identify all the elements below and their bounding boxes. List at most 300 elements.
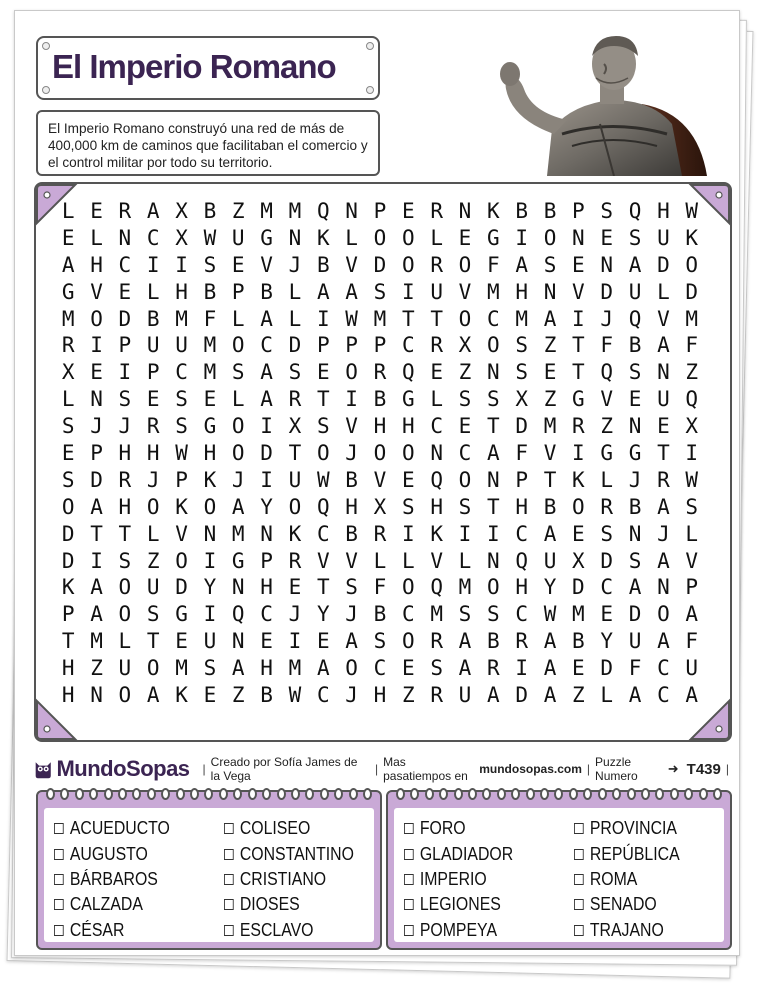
grid-letter[interactable]: Z [543, 333, 557, 358]
grid-letter[interactable]: I [515, 225, 528, 250]
grid-letter[interactable]: A [515, 252, 528, 277]
grid-letter[interactable]: B [628, 333, 642, 358]
checkbox[interactable] [404, 823, 414, 834]
grid-letter[interactable]: U [175, 333, 188, 358]
grid-letter[interactable]: B [260, 683, 273, 708]
grid-letter[interactable]: O [401, 575, 415, 600]
grid-letter[interactable]: B [572, 629, 585, 654]
checkbox[interactable] [54, 849, 64, 860]
word-item[interactable]: POMPEYA [404, 918, 545, 943]
grid-letter[interactable]: Q [628, 199, 642, 223]
checkbox[interactable] [574, 849, 584, 860]
grid-letter[interactable]: V [90, 279, 103, 304]
grid-letter[interactable]: E [572, 521, 585, 546]
grid-letter[interactable]: R [61, 333, 75, 358]
grid-letter[interactable]: D [600, 548, 614, 573]
grid-letter[interactable]: H [61, 683, 75, 708]
grid-letter[interactable]: T [288, 441, 302, 466]
word-item[interactable]: LEGIONES [404, 892, 545, 917]
word-item[interactable]: PROVINCIA [574, 816, 715, 841]
checkbox[interactable] [404, 874, 414, 885]
grid-letter[interactable]: O [118, 575, 132, 600]
word-item[interactable]: TRAJANO [574, 918, 715, 943]
grid-letter[interactable]: K [572, 467, 585, 492]
grid-letter[interactable]: L [118, 629, 132, 654]
grid-letter[interactable]: A [61, 252, 75, 277]
grid-letter[interactable]: A [487, 683, 500, 708]
grid-letter[interactable]: R [146, 414, 160, 439]
grid-letter[interactable]: H [118, 441, 132, 466]
grid-letter[interactable]: Q [316, 494, 330, 519]
checkbox[interactable] [404, 925, 414, 936]
grid-letter[interactable]: P [572, 199, 585, 223]
grid-letter[interactable]: H [203, 441, 217, 466]
grid-letter[interactable]: H [373, 683, 387, 708]
grid-letter[interactable]: K [61, 575, 75, 600]
grid-letter[interactable]: V [600, 387, 614, 412]
word-item[interactable]: BÁRBAROS [54, 867, 195, 892]
grid-letter[interactable]: R [600, 494, 614, 519]
grid-letter[interactable]: P [175, 467, 188, 492]
grid-letter[interactable]: O [90, 306, 103, 331]
grid-letter[interactable]: N [628, 521, 642, 546]
grid-letter[interactable]: G [401, 387, 415, 412]
grid-letter[interactable]: C [430, 414, 443, 439]
grid-letter[interactable]: S [458, 387, 472, 412]
grid-letter[interactable]: A [487, 441, 500, 466]
grid-letter[interactable]: A [260, 306, 273, 331]
grid-letter[interactable]: C [515, 602, 528, 627]
grid-letter[interactable]: J [288, 252, 302, 277]
grid-letter[interactable]: Q [515, 548, 528, 573]
grid-letter[interactable]: Y [543, 575, 557, 600]
grid-letter[interactable]: J [146, 467, 160, 492]
grid-letter[interactable]: C [316, 683, 330, 708]
grid-letter[interactable]: H [373, 414, 387, 439]
grid-letter[interactable]: C [657, 656, 670, 681]
grid-letter[interactable]: O [345, 656, 358, 681]
grid-letter[interactable]: D [685, 279, 699, 304]
grid-letter[interactable]: K [203, 467, 217, 492]
grid-letter[interactable]: C [260, 333, 273, 358]
grid-letter[interactable]: S [288, 360, 302, 385]
grid-letter[interactable]: G [231, 548, 245, 573]
grid-letter[interactable]: O [458, 252, 472, 277]
grid-letter[interactable]: M [175, 656, 188, 681]
grid-letter[interactable]: S [175, 414, 188, 439]
grid-letter[interactable]: I [572, 441, 585, 466]
grid-letter[interactable]: X [373, 494, 387, 519]
word-item[interactable]: IMPERIO [404, 867, 545, 892]
grid-letter[interactable]: S [231, 360, 245, 385]
grid-letter[interactable]: Y [203, 575, 217, 600]
grid-letter[interactable]: O [61, 494, 75, 519]
grid-letter[interactable]: R [430, 683, 443, 708]
grid-letter[interactable]: H [175, 279, 188, 304]
grid-letter[interactable]: A [231, 494, 245, 519]
grid-letter[interactable]: O [401, 252, 415, 277]
grid-letter[interactable]: L [231, 306, 245, 331]
grid-letter[interactable]: J [288, 602, 302, 627]
grid-letter[interactable]: S [373, 279, 387, 304]
grid-letter[interactable]: M [175, 306, 188, 331]
grid-letter[interactable]: I [90, 548, 103, 573]
grid-letter[interactable]: C [401, 602, 415, 627]
grid-letter[interactable]: B [628, 494, 642, 519]
grid-letter[interactable]: D [373, 252, 387, 277]
word-item[interactable]: CALZADA [54, 892, 195, 917]
word-item[interactable]: CÉSAR [54, 918, 195, 943]
grid-letter[interactable]: S [430, 656, 443, 681]
grid-letter[interactable]: U [458, 683, 472, 708]
grid-letter[interactable]: P [90, 441, 103, 466]
word-item[interactable]: SENADO [574, 892, 715, 917]
grid-letter[interactable]: J [600, 306, 614, 331]
grid-letter[interactable]: O [401, 629, 415, 654]
grid-letter[interactable]: K [175, 683, 188, 708]
grid-letter[interactable]: K [430, 521, 443, 546]
grid-letter[interactable]: X [175, 199, 188, 223]
grid-letter[interactable]: S [628, 225, 642, 250]
grid-letter[interactable]: C [175, 360, 188, 385]
grid-letter[interactable]: A [260, 360, 273, 385]
grid-letter[interactable]: Z [572, 683, 585, 708]
grid-letter[interactable]: N [288, 225, 302, 250]
grid-letter[interactable]: O [657, 602, 670, 627]
grid-letter[interactable]: H [515, 494, 528, 519]
grid-letter[interactable]: I [345, 387, 358, 412]
grid-letter[interactable]: P [146, 360, 160, 385]
grid-letter[interactable]: E [203, 387, 217, 412]
grid-letter[interactable]: G [600, 441, 614, 466]
grid-letter[interactable]: A [657, 548, 670, 573]
grid-letter[interactable]: H [657, 199, 670, 223]
grid-letter[interactable]: V [572, 279, 585, 304]
grid-letter[interactable]: S [118, 548, 132, 573]
grid-letter[interactable]: E [146, 387, 160, 412]
grid-letter[interactable]: G [260, 225, 273, 250]
grid-letter[interactable]: J [231, 467, 245, 492]
grid-letter[interactable]: A [543, 629, 557, 654]
grid-letter[interactable]: S [118, 387, 132, 412]
grid-letter[interactable]: T [657, 441, 670, 466]
grid-letter[interactable]: E [61, 225, 75, 250]
grid-letter[interactable]: T [572, 360, 585, 385]
grid-letter[interactable]: J [345, 602, 358, 627]
grid-letter[interactable]: S [345, 575, 358, 600]
grid-letter[interactable]: C [487, 306, 500, 331]
grid-letter[interactable]: D [600, 279, 614, 304]
grid-letter[interactable]: S [316, 414, 330, 439]
grid-letter[interactable]: I [203, 602, 217, 627]
grid-letter[interactable]: S [628, 548, 642, 573]
grid-letter[interactable]: B [146, 306, 160, 331]
checkbox[interactable] [574, 874, 584, 885]
grid-letter[interactable]: T [146, 629, 160, 654]
grid-letter[interactable]: M [288, 199, 302, 223]
grid-letter[interactable]: A [146, 683, 160, 708]
grid-letter[interactable]: F [685, 333, 699, 358]
grid-letter[interactable]: R [657, 467, 670, 492]
grid-letter[interactable]: R [572, 414, 585, 439]
grid-letter[interactable]: V [316, 548, 330, 573]
grid-letter[interactable]: N [543, 279, 557, 304]
grid-letter[interactable]: A [458, 629, 472, 654]
checkbox[interactable] [224, 899, 234, 910]
grid-letter[interactable]: O [458, 306, 472, 331]
grid-letter[interactable]: D [260, 441, 273, 466]
grid-letter[interactable]: B [203, 199, 217, 223]
grid-letter[interactable]: N [572, 225, 585, 250]
grid-letter[interactable]: N [487, 467, 500, 492]
word-item[interactable]: REPÚBLICA [574, 841, 715, 866]
grid-letter[interactable]: L [345, 225, 358, 250]
grid-letter[interactable]: C [373, 656, 387, 681]
grid-letter[interactable]: N [231, 629, 245, 654]
grid-letter[interactable]: H [118, 494, 132, 519]
grid-letter[interactable]: P [231, 279, 245, 304]
grid-letter[interactable]: F [515, 441, 528, 466]
grid-letter[interactable]: E [458, 225, 472, 250]
grid-letter[interactable]: U [657, 225, 670, 250]
checkbox[interactable] [574, 899, 584, 910]
grid-letter[interactable]: Q [600, 360, 614, 385]
grid-letter[interactable]: O [487, 575, 500, 600]
grid-letter[interactable]: P [373, 333, 387, 358]
checkbox[interactable] [224, 849, 234, 860]
grid-letter[interactable]: L [146, 521, 160, 546]
grid-letter[interactable]: S [487, 387, 500, 412]
grid-letter[interactable]: K [288, 521, 302, 546]
grid-letter[interactable]: M [572, 602, 585, 627]
grid-letter[interactable]: C [657, 683, 670, 708]
grid-letter[interactable]: J [628, 467, 642, 492]
grid-letter[interactable]: L [90, 225, 103, 250]
grid-letter[interactable]: B [373, 602, 387, 627]
grid-letter[interactable]: N [260, 521, 273, 546]
grid-letter[interactable]: V [430, 548, 443, 573]
grid-letter[interactable]: W [175, 441, 188, 466]
grid-letter[interactable]: S [487, 602, 500, 627]
grid-letter[interactable]: S [146, 602, 160, 627]
grid-letter[interactable]: N [231, 575, 245, 600]
grid-letter[interactable]: D [515, 414, 528, 439]
grid-letter[interactable]: R [288, 548, 302, 573]
word-item[interactable]: GLADIADOR [404, 841, 545, 866]
checkbox[interactable] [404, 849, 414, 860]
grid-letter[interactable]: L [657, 279, 670, 304]
grid-letter[interactable]: U [146, 575, 160, 600]
grid-letter[interactable]: R [515, 629, 528, 654]
grid-letter[interactable]: W [685, 199, 699, 223]
checkbox[interactable] [224, 874, 234, 885]
grid-letter[interactable]: S [401, 494, 415, 519]
grid-letter[interactable]: E [401, 199, 415, 223]
grid-letter[interactable]: V [657, 306, 670, 331]
grid-letter[interactable]: M [203, 360, 217, 385]
grid-letter[interactable]: S [600, 199, 614, 223]
grid-letter[interactable]: G [572, 387, 585, 412]
grid-letter[interactable]: L [61, 387, 75, 412]
grid-letter[interactable]: P [373, 199, 387, 223]
grid-letter[interactable]: Y [260, 494, 273, 519]
grid-letter[interactable]: I [146, 252, 160, 277]
grid-letter[interactable]: H [146, 441, 160, 466]
grid-letter[interactable]: O [146, 494, 160, 519]
grid-letter[interactable]: I [401, 521, 415, 546]
grid-letter[interactable]: N [90, 683, 103, 708]
grid-letter[interactable]: R [430, 333, 443, 358]
grid-letter[interactable]: A [90, 575, 103, 600]
grid-letter[interactable]: H [430, 494, 443, 519]
word-item[interactable]: FORO [404, 816, 545, 841]
grid-letter[interactable]: I [458, 521, 472, 546]
grid-letter[interactable]: S [458, 602, 472, 627]
grid-letter[interactable]: Y [600, 629, 614, 654]
grid-letter[interactable]: A [628, 683, 642, 708]
grid-letter[interactable]: B [543, 494, 557, 519]
grid-letter[interactable]: Z [458, 360, 472, 385]
grid-letter[interactable]: P [118, 333, 132, 358]
grid-letter[interactable]: Z [543, 387, 557, 412]
grid-letter[interactable]: X [288, 414, 302, 439]
grid-letter[interactable]: R [430, 252, 443, 277]
grid-letter[interactable]: A [345, 279, 358, 304]
site-link[interactable]: mundosopas.com [479, 762, 582, 776]
grid-letter[interactable]: S [458, 494, 472, 519]
grid-letter[interactable]: Q [231, 602, 245, 627]
grid-letter[interactable]: F [685, 629, 699, 654]
grid-letter[interactable]: W [203, 225, 217, 250]
grid-letter[interactable]: J [118, 414, 132, 439]
grid-letter[interactable]: R [118, 467, 132, 492]
grid-letter[interactable]: U [288, 467, 302, 492]
grid-letter[interactable]: I [175, 252, 188, 277]
grid-letter[interactable]: I [118, 360, 132, 385]
grid-letter[interactable]: X [175, 225, 188, 250]
grid-letter[interactable]: O [487, 333, 500, 358]
grid-letter[interactable]: S [515, 333, 528, 358]
grid-letter[interactable]: A [628, 252, 642, 277]
grid-letter[interactable]: D [515, 683, 528, 708]
grid-letter[interactable]: M [515, 306, 528, 331]
grid-letter[interactable]: S [175, 387, 188, 412]
grid-letter[interactable]: A [316, 656, 330, 681]
grid-letter[interactable]: E [401, 467, 415, 492]
grid-letter[interactable]: L [600, 683, 614, 708]
grid-letter[interactable]: L [231, 387, 245, 412]
grid-letter[interactable]: U [657, 387, 670, 412]
grid-letter[interactable]: D [90, 467, 103, 492]
grid-letter[interactable]: D [572, 575, 585, 600]
grid-letter[interactable]: Z [600, 414, 614, 439]
grid-letter[interactable]: C [515, 521, 528, 546]
grid-letter[interactable]: X [61, 360, 75, 385]
grid-letter[interactable]: N [203, 521, 217, 546]
grid-letter[interactable]: H [260, 575, 273, 600]
grid-letter[interactable]: T [61, 629, 75, 654]
grid-letter[interactable]: F [487, 252, 500, 277]
grid-letter[interactable]: L [401, 548, 415, 573]
grid-letter[interactable]: A [146, 199, 160, 223]
grid-letter[interactable]: E [572, 252, 585, 277]
grid-letter[interactable]: E [260, 629, 273, 654]
grid-letter[interactable]: R [373, 360, 387, 385]
grid-letter[interactable]: O [203, 494, 217, 519]
grid-letter[interactable]: O [401, 441, 415, 466]
grid-letter[interactable]: J [345, 441, 358, 466]
grid-letter[interactable]: C [316, 521, 330, 546]
grid-letter[interactable]: E [430, 360, 443, 385]
grid-letter[interactable]: L [430, 225, 443, 250]
word-item[interactable]: COLISEO [224, 816, 365, 841]
grid-letter[interactable]: R [430, 199, 443, 223]
grid-letter[interactable]: W [316, 467, 330, 492]
grid-letter[interactable]: U [628, 279, 642, 304]
grid-letter[interactable]: M [90, 629, 103, 654]
grid-letter[interactable]: J [657, 521, 670, 546]
grid-letter[interactable]: Z [685, 360, 699, 385]
grid-letter[interactable]: H [515, 575, 528, 600]
grid-letter[interactable]: M [543, 414, 557, 439]
grid-letter[interactable]: S [203, 252, 217, 277]
checkbox[interactable] [574, 925, 584, 936]
grid-letter[interactable]: I [316, 306, 330, 331]
grid-letter[interactable]: U [628, 629, 642, 654]
grid-letter[interactable]: T [118, 521, 132, 546]
grid-letter[interactable]: M [685, 306, 699, 331]
grid-letter[interactable]: H [401, 414, 415, 439]
grid-letter[interactable]: H [345, 494, 358, 519]
grid-letter[interactable]: C [260, 602, 273, 627]
grid-letter[interactable]: E [458, 414, 472, 439]
grid-letter[interactable]: E [657, 414, 670, 439]
grid-letter[interactable]: B [345, 467, 358, 492]
grid-letter[interactable]: N [657, 575, 670, 600]
grid-letter[interactable]: B [345, 521, 358, 546]
grid-letter[interactable]: Q [430, 575, 443, 600]
grid-letter[interactable]: B [260, 279, 273, 304]
grid-letter[interactable]: U [118, 656, 132, 681]
checkbox[interactable] [54, 823, 64, 834]
grid-letter[interactable]: D [288, 333, 302, 358]
grid-letter[interactable]: F [203, 306, 217, 331]
grid-letter[interactable]: N [345, 199, 358, 223]
grid-letter[interactable]: T [487, 494, 500, 519]
grid-letter[interactable]: N [628, 414, 642, 439]
grid-letter[interactable]: E [572, 656, 585, 681]
grid-letter[interactable]: K [685, 225, 699, 250]
grid-letter[interactable]: Z [401, 683, 415, 708]
grid-letter[interactable]: N [487, 548, 500, 573]
grid-letter[interactable]: F [373, 575, 387, 600]
grid-letter[interactable]: I [515, 656, 528, 681]
grid-letter[interactable]: A [316, 279, 330, 304]
grid-letter[interactable]: I [260, 467, 273, 492]
grid-letter[interactable]: I [487, 521, 500, 546]
grid-letter[interactable]: B [487, 629, 500, 654]
grid-letter[interactable]: B [203, 279, 217, 304]
grid-letter[interactable]: N [118, 225, 132, 250]
grid-letter[interactable]: E [316, 629, 330, 654]
grid-letter[interactable]: T [90, 521, 103, 546]
word-item[interactable]: AUGUSTO [54, 841, 195, 866]
grid-letter[interactable]: E [90, 360, 103, 385]
grid-letter[interactable]: O [401, 225, 415, 250]
grid-letter[interactable]: P [515, 467, 528, 492]
grid-letter[interactable]: D [175, 575, 188, 600]
grid-letter[interactable]: L [146, 279, 160, 304]
